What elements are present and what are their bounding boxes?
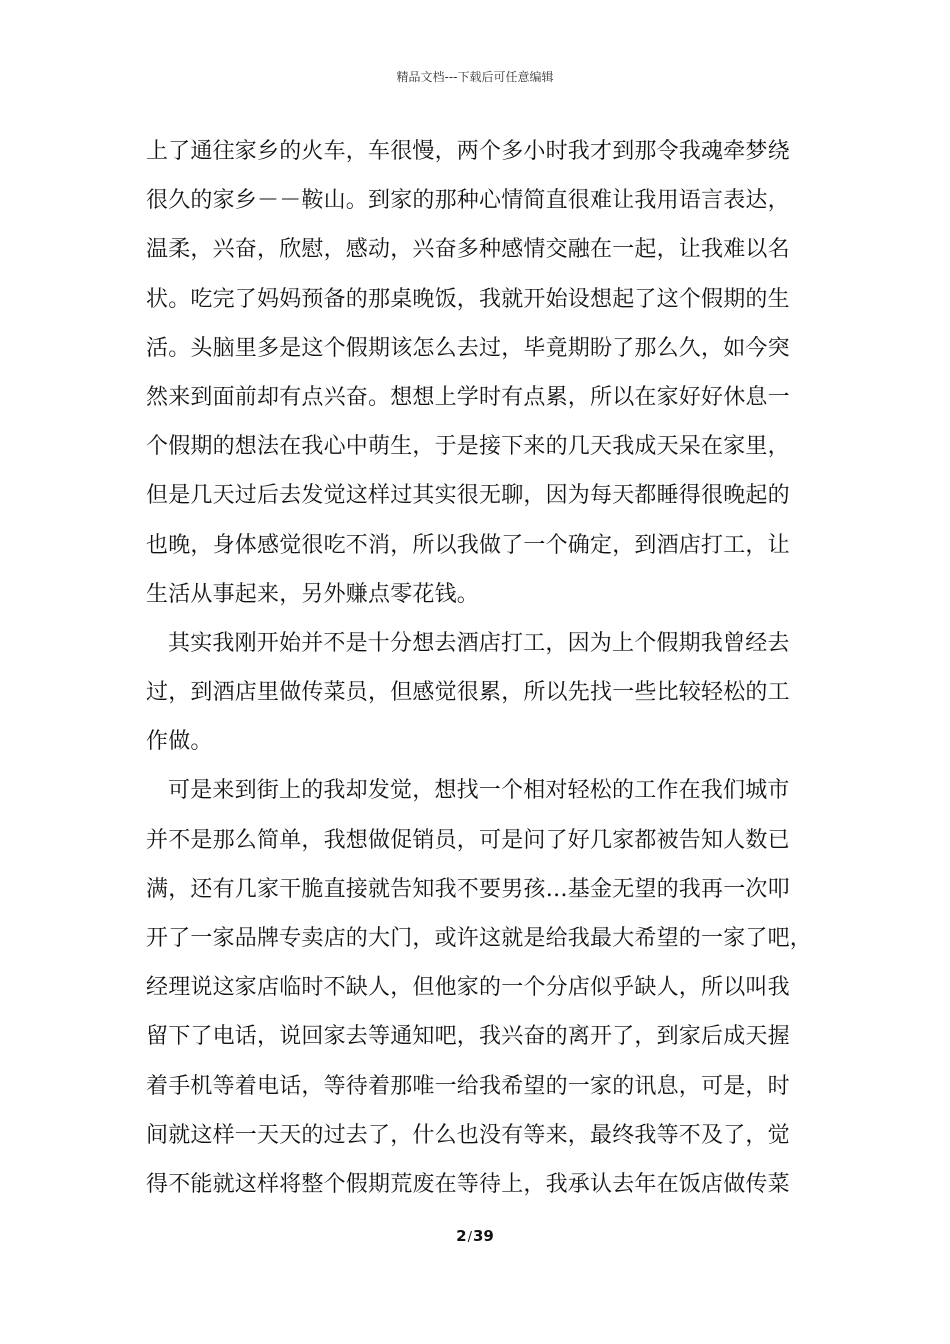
text-line: 着手机等着电话，等待着那唯一给我希望的一家的讯息，可是，时 [146,1073,790,1099]
text-line: 过，到酒店里做传菜员，但感觉很累，所以先找一些比较轻松的工 [146,680,790,706]
text-line: 然来到面前却有点兴奋。想想上学时有点累，所以在家好好休息一 [146,384,790,410]
text-line: 也晚，身体感觉很吃不消，所以我做了一个确定，到酒店打工，让 [146,532,790,558]
text-line: 但是几天过后去发觉这样过其实很无聊，因为每天都睡得很晚起的 [146,483,790,509]
text-line: 满，还有几家干脆直接就告知我不要男孩…基金无望的我再一次叩 [146,876,790,902]
page-separator: / [467,1230,472,1245]
text-line: 并不是那么简单，我想做促销员，可是问了好几家都被告知人数已 [146,827,790,853]
paragraph [146,766,814,1209]
text-line: 温柔，兴奋，欣慰，感动，兴奋多种感情交融在一起，让我难以名 [146,237,790,263]
page-number [0,1227,950,1245]
text-line: 间就这样一天天的过去了，什么也没有等来，最终我等不及了，觉 [146,1122,790,1148]
page-current: 2 [456,1227,467,1245]
text-line: 可是来到街上的我却发觉，想找一个相对轻松的工作在我们城市 [168,778,790,804]
text-line: 很久的家乡－－鞍山。到家的那种心情简直很难让我用语言表达， [146,188,790,214]
text-line: 个假期的想法在我心中萌生，于是接下来的几天我成天呆在家里， [146,434,790,460]
header-text: 精品文档---下载后可任意编辑 [396,70,554,84]
text-line: 作做。 [146,729,213,755]
text-line: 上了通往家乡的火车，车很慢，两个多小时我才到那令我魂牵梦绕 [146,139,790,164]
page-total: 39 [472,1227,494,1245]
text-line: 生活从事起来，另外赚点零花钱。 [146,581,480,607]
text-line: 留下了电话，说回家去等通知吧，我兴奋的离开了，到家后成天握 [146,1024,790,1050]
page-header [0,68,950,85]
text-line: 活。头脑里多是这个假期该怎么去过，毕竟期盼了那么久，如今突 [146,335,790,361]
text-line: 得不能就这样将整个假期荒废在等待上，我承认去年在饭店做传菜 [146,1171,790,1197]
text-line: 开了一家品牌专卖店的大门，或许这就是给我最大希望的一家了吧， [146,926,813,951]
paragraph [146,619,814,767]
document-body [146,127,814,1209]
paragraph [146,127,814,619]
text-line: 状。吃完了妈妈预备的那桌晚饭，我就开始设想起了这个假期的生 [146,286,790,312]
text-line: 经理说这家店临时不缺人，但他家的一个分店似乎缺人，所以叫我 [146,975,790,1001]
text-line: 其实我刚开始并不是十分想去酒店打工，因为上个假期我曾经去 [168,630,790,656]
